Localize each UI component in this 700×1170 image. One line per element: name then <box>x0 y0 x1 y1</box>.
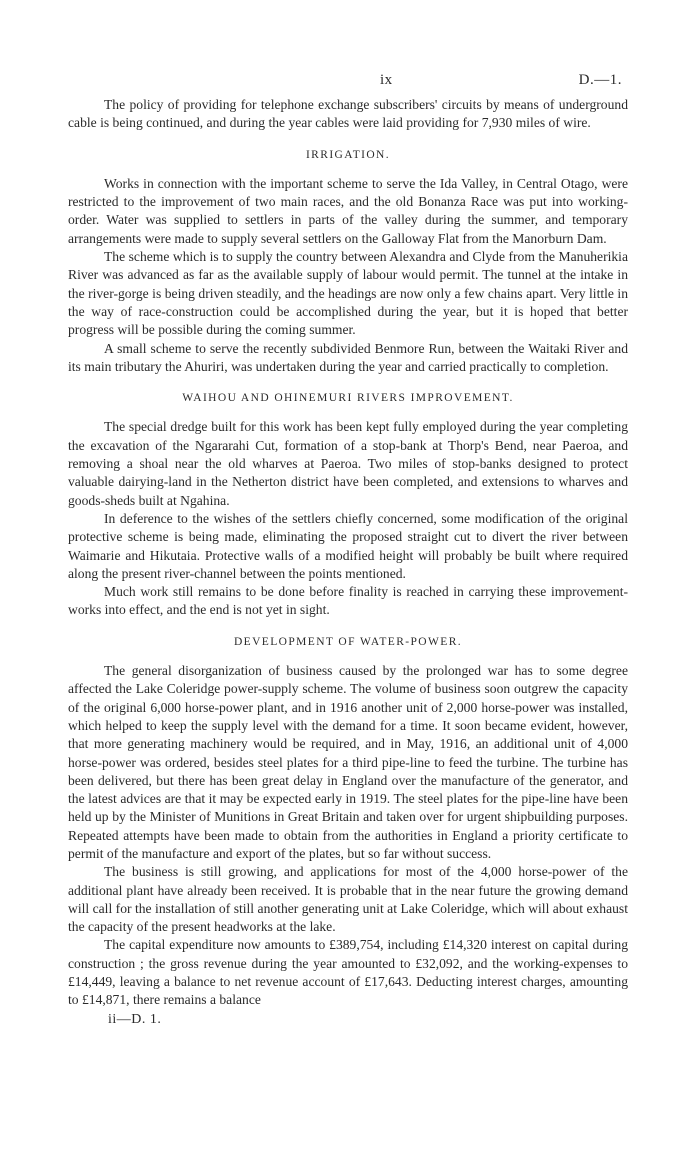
water-power-paragraph-3: The capital expenditure now amounts to £389,754, including £14,320 interest on capital during construction ; the gross revenue during the year amounted to £32,092, and the working-expenses to £14,449, leaving a balance to net revenue account of £17,643. Deducting interest charges, amounting to £14,871, there remains a balance <box>68 937 628 1008</box>
document-reference: D.—1. <box>578 72 622 88</box>
telephone-paragraph: The policy of providing for telephone exchange subscribers' circuits by means of underground cable is being continued, and during the year cables were laid providing for 7,930 miles of wire. <box>68 97 628 131</box>
water-power-paragraph-2: The business is still growing, and applications for most of the 4,000 horse-power of the additional plant have already been received. It is probable that in the near future the growing demand will call for the installation of still another generating unit at Lake Coleridge, which will about exhaust the capacity of the present headworks at the lake. <box>68 864 628 935</box>
waihou-paragraph-1: The special dredge built for this work has been kept fully employed during the year completing the excavation of the Ngararahi Cut, formation of a stop-bank at Thorp's Bend, near Paeroa, and removing a shoal near the old wharves at Paeroa. Two miles of stop-banks designed to protect valuable dairying-land in the Netherton district have been completed, and extensions to wharves and goods-sheds built at Ngahina. <box>68 419 628 508</box>
water-power-heading: DEVELOPMENT OF WATER-POWER. <box>233 635 463 648</box>
page-number: ix <box>380 72 393 88</box>
waihou-heading: WAIHOU AND OHINEMURI RIVERS IMPROVEMENT. <box>182 392 514 405</box>
irrigation-paragraph-1: Works in connection with the important scheme to serve the Ida Valley, in Central Otago, were restricted to the improvement of two main races, and the old Bonanza Race was put into working-order. Water was supplied to settlers in parts of the valley during the summer, and temporary arrangements were made to supply several settlers on the Galloway Flat from the Manorburn Dam. <box>68 175 628 246</box>
signature-mark: ii—D. 1. <box>108 1011 162 1027</box>
waihou-paragraph-2: In deference to the wishes of the settlers chiefly concerned, some modification of the original protective scheme is being made, eliminating the proposed straight cut to divert the river between Waimarie and Hikutaia. Protective walls of a modified height will probably be built where required along the present river-channel between the points mentioned. <box>68 510 628 581</box>
waihou-paragraph-3: Much work still remains to be done before finality is reached in carrying these improvement-works into effect, and the end is not yet in sight. <box>68 584 628 618</box>
irrigation-paragraph-2: The scheme which is to supply the country between Alexandra and Clyde from the Manuherikia River was advanced as far as the available supply of labour would permit. The tunnel at the intake in the river-gorge is being driven steadily, and the headings are now only a few chains apart. Very little in the way of race-construction could be accomplished during the year, but it is hoped that better progress will be possible during the coming summer. <box>68 249 628 338</box>
document-body <box>68 96 628 1010</box>
water-power-paragraph-1: The general disorganization of business caused by the prolonged war has to some degree affected the Lake Coleridge power-supply scheme. The volume of business soon outgrew the capacity of the original 6,000 horse-power plant, and in 1916 another unit of 2,000 horse-power was installed, which helped to keep the supply level with the demand for a time. It soon became evident, however, that more generating machinery would be required, and in May, 1916, an additional unit of 4,000 horse-power was ordered, besides steel plates for a third pipe-line to feed the turbine. The turbine has been delivered, but there has been great delay in England over the manufacture of the generator, and the latest advices are that it may be expected early in 1919. The steel plates for the pipe-line have been held up by the Minister of Munitions in Great Britain and taken over for urgent shipbuilding purposes. Repeated attempts have been made to obtain from the authorities in England a priority certificate to permit of the manufacture and export of the plates, but so far without success. <box>68 663 628 861</box>
irrigation-heading: IRRIGATION. <box>305 148 391 161</box>
irrigation-paragraph-3: A small scheme to serve the recently subdivided Benmore Run, between the Waitaki River and its main tributary the Ahuriri, was undertaken during the year and carried practically to completion. <box>68 340 628 374</box>
page-header <box>68 0 628 96</box>
